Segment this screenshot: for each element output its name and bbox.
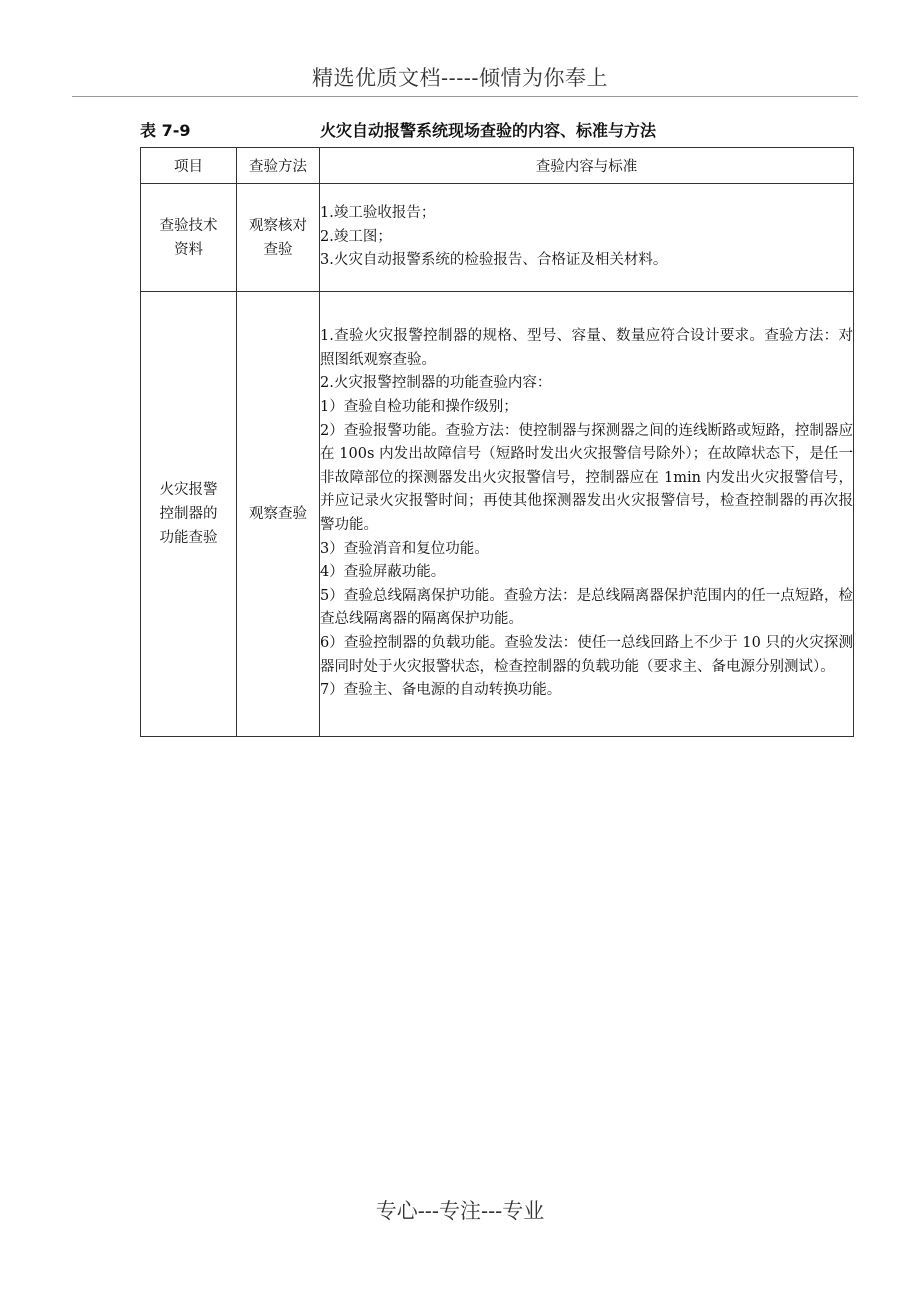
row-item-cell [141, 184, 237, 292]
table-row [141, 184, 854, 292]
content-line: 1.竣工验收报告； [320, 205, 436, 222]
content-line: 1.查验火灾报警控制器的规格、型号、容量、数量应符合设计要求。查验方法：对照图纸观察查验。 [320, 328, 853, 368]
column-header-content: 查验内容与标准 [320, 148, 854, 184]
row-item-cell [141, 292, 237, 737]
content-line: 2.火灾报警控制器的功能查验内容： [320, 375, 552, 392]
cell-line: 查验 [263, 241, 293, 258]
page-header: 精选优质文档-----倾情为你奉上 [312, 66, 608, 90]
content-line: 3.火灾自动报警系统的检验报告、合格证及相关材料。 [320, 252, 668, 269]
header-divider [72, 96, 858, 97]
inspection-table [140, 147, 854, 737]
content-line: 6）查验控制器的负载功能。查验发法：使任一总线回路上不少于 10 只的火灾探测器同时处于火灾报警状态，检查控制器的负载功能（要求主、备电源分别测试）。 [320, 634, 853, 675]
table-caption [140, 118, 854, 142]
cell-line: 火灾报警 [159, 482, 218, 498]
content-line: 7）查验主、备电源的自动转换功能。 [320, 682, 562, 699]
table-row [141, 292, 854, 737]
content-line: 5）查验总线隔离保护功能。查验方法：是总线隔离器保护范围内的任一点短路，检查总线隔离器的隔离保护功能。 [320, 587, 853, 628]
cell-line: 功能查验 [159, 530, 218, 546]
content-line: 4）查验屏蔽功能。 [320, 564, 446, 581]
column-header-item: 项目 [141, 148, 237, 184]
cell-line: 观察查验 [249, 506, 307, 522]
column-header-method: 查验方法 [237, 148, 320, 184]
page-footer: 专心---专注---专业 [375, 1199, 545, 1223]
cell-line: 查验技术 [159, 217, 218, 234]
content-line: 2.竣工图； [320, 228, 392, 245]
row-content-cell [320, 184, 854, 292]
table-title: 火灾自动报警系统现场查验的内容、标准与方法 [320, 121, 657, 140]
table-header-row [141, 148, 854, 184]
cell-line: 控制器的 [159, 506, 218, 522]
cell-line: 资料 [174, 241, 203, 258]
content-line: 2）查验报警功能。查验方法：使控制器与探测器之间的连线断路或短路，控制器应在 100s 内发出故障信号（短路时发出火灾报警信号除外）；在故障状态下，是任一非故障部位的探测器发出火灾报警信号，控制器应在 1min 内发出火灾报警信号，并应记录火灾报警时间；再使其他探测器发出火灾报警信号，检查控制器的再次报警功能。 [320, 422, 853, 533]
row-method-cell [237, 184, 320, 292]
row-method-cell [237, 292, 320, 737]
row-content-cell [320, 292, 854, 737]
content-line: 1）查验自检功能和操作级别； [320, 399, 518, 416]
content-line: 3）查验消音和复位功能。 [320, 540, 489, 557]
table-number: 表 7-9 [140, 121, 191, 140]
cell-line: 观察核对 [249, 217, 307, 234]
